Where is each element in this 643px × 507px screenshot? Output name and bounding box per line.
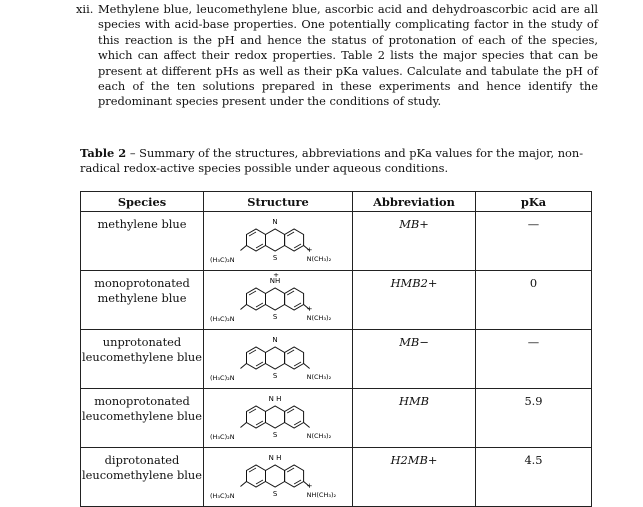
sulfur-label: S	[272, 254, 278, 262]
table-row	[81, 212, 592, 271]
abbreviation: HMB2+	[353, 271, 476, 330]
ring-2	[266, 288, 285, 310]
right-substituent: N(CH₃)₂	[306, 432, 332, 440]
structure-drawing	[204, 330, 353, 389]
structure-drawing	[204, 448, 353, 507]
right-substituent: N(CH₃)₂	[306, 373, 332, 381]
left-bond	[240, 423, 246, 428]
sulfur-label: S	[272, 372, 278, 380]
left-substituent: (H₃C)₂N	[210, 433, 235, 441]
table-row	[81, 448, 592, 507]
structure-svg	[208, 214, 348, 264]
species-name: methylene blue	[81, 212, 204, 271]
left-substituent: (H₃C)₂N	[210, 374, 235, 382]
ring-2	[266, 347, 285, 369]
abbreviation: HMB	[353, 389, 476, 448]
right-substituent: N(CH₃)₂	[306, 255, 332, 263]
species-table	[80, 191, 592, 507]
sulfur-label: S	[272, 313, 278, 321]
ring-nitrogen-label: NH	[269, 277, 281, 285]
pka-value: —	[476, 330, 592, 389]
header-structure: Structure	[204, 192, 353, 212]
left-bond	[240, 305, 246, 310]
ring-nitrogen-label: N H	[268, 454, 282, 462]
paragraph-text: Methylene blue, leucomethylene blue, ascorbic acid and dehydroascorbic acid are all species with acid-base properties. One potentially complicating factor in the study of this reaction is the pH and hence the status of protonation of each of the species, which can affect their redox properties. Table 2 lists the major species that can be present at different pHs as well as their pKa values. Calculate and tabulate the pH of each of the ten solutions prepared in these experiments and hence identify the predominant species present under the conditions of study.	[98, 2, 598, 109]
table-row	[81, 330, 592, 389]
header-abbreviation: Abbreviation	[353, 192, 476, 212]
sulfur-label: S	[272, 431, 278, 439]
right-bond	[304, 364, 310, 369]
charge-plus: +	[273, 273, 279, 279]
ring-nitrogen-label: N	[272, 336, 278, 344]
table-caption	[80, 146, 600, 176]
caption-text: – Summary of the structures, abbreviations and pKa values for the major, non-radical redox-active species possible under aqueous conditions.	[80, 146, 584, 175]
table-header-row	[81, 192, 592, 212]
abbreviation: MB+	[353, 212, 476, 271]
ring-2	[266, 406, 285, 428]
ring-nitrogen-label: N H	[268, 395, 282, 403]
ring-2	[266, 465, 285, 487]
right-substituent: NH(CH₃)₂	[306, 491, 337, 499]
species-name: diprotonated leucomethylene blue	[81, 448, 204, 507]
species-name: unprotonated leucomethylene blue	[81, 330, 204, 389]
structure-drawing	[204, 271, 353, 330]
charge-plus: +	[306, 305, 313, 313]
left-bond	[240, 482, 246, 487]
structure-drawing	[204, 389, 353, 448]
pka-value: —	[476, 212, 592, 271]
left-substituent: (H₃C)₂N	[210, 492, 235, 500]
abbreviation: H2MB+	[353, 448, 476, 507]
left-substituent: (H₃C)₂N	[210, 256, 235, 264]
sulfur-label: S	[272, 490, 278, 498]
item-number: xii.	[76, 2, 94, 16]
structure-svg	[208, 450, 348, 500]
header-pka: pKa	[476, 192, 592, 212]
structure-drawing	[204, 212, 353, 271]
left-bond	[240, 246, 246, 251]
left-substituent: (H₃C)₂N	[210, 315, 235, 323]
pka-value: 0	[476, 271, 592, 330]
structure-svg	[208, 391, 348, 441]
left-bond	[240, 364, 246, 369]
ring-nitrogen-label: N	[272, 218, 278, 226]
charge-plus: +	[306, 482, 313, 490]
structure-svg	[208, 332, 348, 382]
right-bond	[304, 423, 310, 428]
abbreviation: MB−	[353, 330, 476, 389]
table-row	[81, 389, 592, 448]
table-row	[81, 271, 592, 330]
header-species: Species	[81, 192, 204, 212]
species-name: monoprotonated leucomethylene blue	[81, 389, 204, 448]
question-paragraph	[76, 2, 598, 110]
pka-value: 5.9	[476, 389, 592, 448]
right-substituent: N(CH₃)₂	[306, 314, 332, 322]
species-name: monoprotonated methylene blue	[81, 271, 204, 330]
pka-value: 4.5	[476, 448, 592, 507]
table-label: Table 2	[80, 146, 127, 160]
charge-plus: +	[306, 246, 313, 254]
ring-2	[266, 229, 285, 251]
structure-svg	[208, 273, 348, 323]
